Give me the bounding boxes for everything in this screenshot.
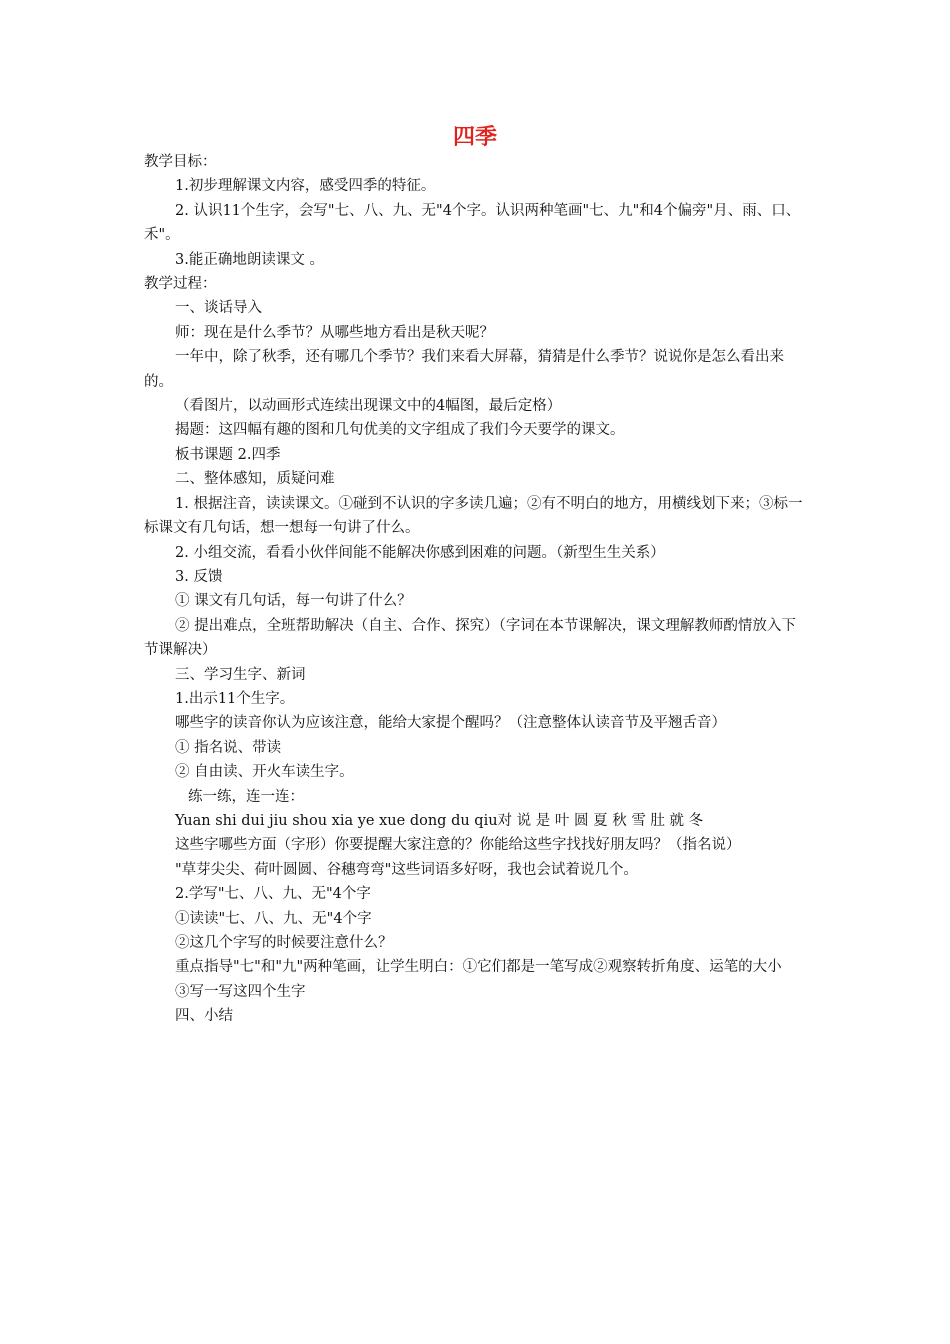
document-title: 四季 [452,124,497,150]
document-line: 教学过程： [144,276,217,293]
document-line: 1.初步理解课文内容，感受四季的特征。 [175,178,436,195]
document-line: 教学目标： [144,154,217,170]
document-line: 师：现在是什么季节？从哪些地方看出是秋天呢？ [175,324,494,341]
document-line: （看图片，以动画形式连续出现课文中的4幅图，最后定格） [175,398,562,415]
document-line: 哪些字的读音你认为应该注意，能给大家提个醒吗？（注意整体认读音节及平翘舌音） [175,715,726,732]
document-line: 四、小结 [175,1008,233,1025]
document-line: ①读读"七、八、九、无"4个字 [175,910,372,927]
document-line: Yuan shi dui jiu shou xia ye xue dong du qiu对 说 是 叶 圆 夏 秋 雪 肚 就 冬 [175,812,704,829]
document-line: 2. 认识11个生字，会写"七、八、九、无"4个字。认识两种笔画"七、九"和4个偏旁"月、雨、口、禾"。 [144,202,801,244]
document-line: ③写一写这四个生字 [175,983,306,1000]
document-line: 揭题：这四幅有趣的图和几句优美的文字组成了我们今天要学的课文。 [175,422,625,439]
document-line: 练一练，连一连： [188,788,304,805]
document-line: ② 提出难点，全班帮助解决（自主、合作、探究）（字词在本节课解决，课文理解教师酌情放入下节课解决） [144,617,796,659]
document-body [144,150,806,1029]
document-line: ① 课文有几句话，每一句讲了什么？ [175,593,412,610]
document-line: 板书课题 2.四季 [175,446,281,463]
document-line: 1. 根据注音，读读课文。①碰到不认识的字多读几遍；②有不明白的地方，用横线划下来；③标一标课文有几句话，想一想每一句讲了什么。 [144,495,803,537]
document-line: 一年中，除了秋季，还有哪几个季节？我们来看大屏幕，猜猜是什么季节？说说你是怎么看出来的。 [144,349,784,390]
document-line: ②这几个字写的时候要注意什么？ [175,935,393,951]
document-line: 一、谈话导入 [175,300,262,317]
document-line: 二、整体感知，质疑问难 [175,471,335,488]
document-line: 重点指导"七"和"九"两种笔画，让学生明白：①它们都是一笔写成②观察转折角度、运笔的大小 [175,959,782,976]
document-line: "草芽尖尖、荷叶圆圆、谷穗弯弯"这些词语多好呀，我也会试着说几个。 [175,861,638,878]
document-line: 3.能正确地朗读课文 。 [175,251,324,268]
document-line: 3. 反馈 [175,568,223,585]
document-line: 2.学写"七、八、九、无"4个字 [175,886,371,903]
document-line: 三、学习生字、新词 [175,666,306,683]
document-line: 这些字哪些方面（字形）你要提醒大家注意的？你能给这些字找找好朋友吗？（指名说） [175,837,741,854]
document-line: ② 自由读、开火车读生字。 [175,764,354,781]
document-line: 2. 小组交流，看看小伙伴间能不能解决你感到困难的问题。（新型生生关系） [175,544,665,561]
document-line: 1.出示11个生字。 [175,690,295,707]
document-line: ① 指名说、带读 [175,739,282,756]
